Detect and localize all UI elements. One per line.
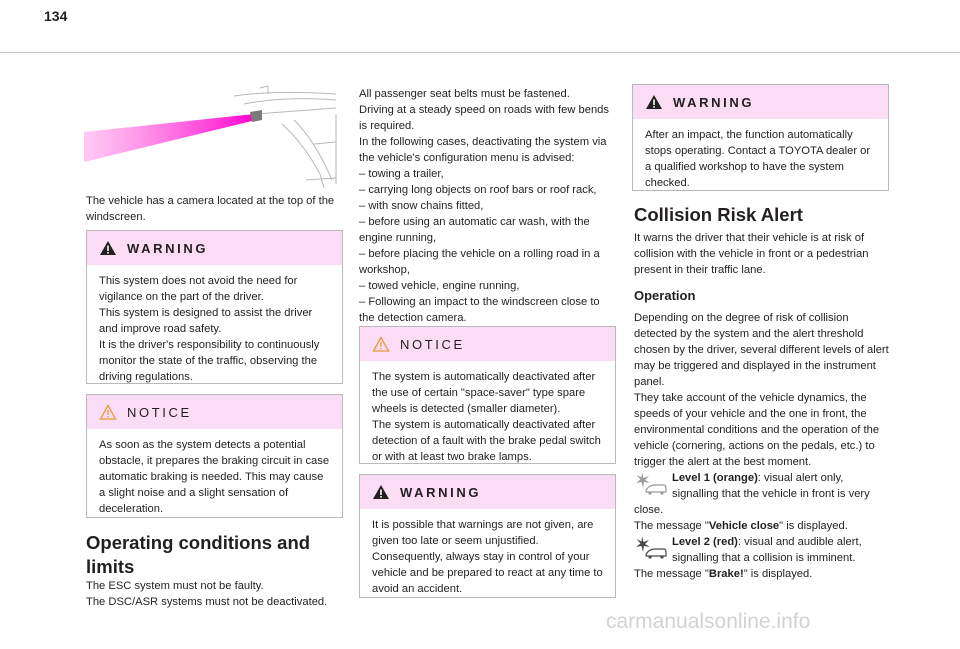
list-item: – towing a trailer, bbox=[359, 168, 444, 180]
column-2-text bbox=[359, 86, 617, 326]
warning-line: This system does not avoid the need for vigilance on the part of the driver. bbox=[99, 275, 298, 303]
camera-caption: The vehicle has a camera located at the top of the windscreen. bbox=[86, 195, 335, 223]
collision-alert-level-1-icon bbox=[634, 470, 668, 496]
notice-box-2 bbox=[359, 326, 616, 464]
camera-beam bbox=[84, 114, 256, 162]
level-2-line bbox=[634, 534, 890, 566]
level-1-message bbox=[634, 518, 890, 534]
notice-body: As soon as the system detects a potential obstacle, it prepares the braking circuit in case automatic braking is needed. This may cause a slight noise and a slight sensation of deceleration. bbox=[99, 439, 330, 515]
level-1-line bbox=[634, 470, 890, 518]
list-item: – with snow chains fitted, bbox=[359, 200, 484, 212]
list-item: – Following an impact to the windscreen close to the detection camera. bbox=[359, 296, 600, 324]
body-line: All passenger seat belts must be fastened. bbox=[359, 88, 570, 100]
warning-header bbox=[87, 231, 342, 265]
collision-alert-level-2-icon bbox=[634, 534, 668, 560]
level-2-title: Level 2 (red) bbox=[672, 536, 738, 548]
warning-box-2 bbox=[359, 474, 616, 598]
notice-header bbox=[87, 395, 342, 429]
warning-line: It is the driver's responsibility to continuously monitor the state of the traffic, observing the driving regulations. bbox=[99, 339, 320, 383]
condition-line: The DSC/ASR systems must not be deactivated. bbox=[86, 596, 328, 608]
notice-triangle-icon bbox=[372, 336, 390, 352]
section-heading-operating-conditions: Operating conditions and limits bbox=[86, 532, 311, 577]
watermark: carmanualsonline.info bbox=[606, 610, 811, 633]
list-item: – before using an automatic car wash, with the engine running, bbox=[359, 216, 590, 244]
notice-line: The system is automatically deactivated after the use of certain "space-saver" type spare wheels is detected (smaller diameter). bbox=[372, 371, 596, 415]
warning-box-1 bbox=[86, 230, 343, 384]
warning-triangle-icon bbox=[372, 484, 390, 500]
camera-illustration bbox=[84, 84, 340, 192]
operation-heading: Operation bbox=[634, 288, 696, 303]
warning-label: WARNING bbox=[127, 240, 209, 256]
warning-body bbox=[87, 265, 342, 393]
body-line: Driving at a steady speed on roads with few bends is required. bbox=[359, 104, 609, 132]
warning-triangle-icon bbox=[645, 94, 663, 110]
notice-line: The system is automatically deactivated after detection of a fault with the brake pedal switch or with at least two brake lamps. bbox=[372, 419, 601, 463]
message-prefix: The message " bbox=[634, 520, 709, 532]
list-item: – before placing the vehicle on a rolling road in a workshop, bbox=[359, 248, 600, 276]
notice-box-1 bbox=[86, 394, 343, 518]
warning-header bbox=[633, 85, 888, 119]
notice-triangle-icon bbox=[99, 404, 117, 420]
level-1-text: : visual alert only, signalling that the vehicle in front is very close. bbox=[634, 472, 870, 516]
message-brake: Brake! bbox=[708, 568, 744, 580]
body-line: In the following cases, deactivating the system via the vehicle's configuration menu is advised: bbox=[359, 136, 607, 164]
page-number: 134 bbox=[44, 8, 68, 24]
operation-line: Depending on the degree of risk of collision detected by the system and the alert threshold chosen by the driver, several different levels of alert may be triggered and displayed in the instrument panel. bbox=[634, 312, 889, 388]
message-vehicle-close: Vehicle close bbox=[708, 520, 780, 532]
operation-text bbox=[634, 310, 890, 582]
warning-label: WARNING bbox=[400, 484, 482, 500]
message-suffix: " is displayed. bbox=[779, 520, 848, 532]
list-item: – towed vehicle, engine running, bbox=[359, 280, 520, 292]
level-2-message bbox=[634, 566, 890, 582]
notice-header bbox=[360, 327, 615, 361]
level-2-text: : visual and audible alert, signalling that a collision is imminent. bbox=[672, 536, 862, 564]
message-prefix: The message " bbox=[634, 568, 709, 580]
notice-body bbox=[360, 361, 615, 473]
camera-icon bbox=[250, 110, 262, 122]
section-heading-collision-risk-alert: Collision Risk Alert bbox=[634, 204, 803, 225]
warning-body: After an impact, the function automatically stops operating. Contact a TOYOTA dealer or a qualified workshop to have the system checked. bbox=[645, 129, 871, 189]
notice-label: NOTICE bbox=[400, 336, 465, 352]
list-item: – carrying long objects on roof bars or roof rack, bbox=[359, 184, 597, 196]
operation-line: They take account of the vehicle dynamics, the speeds of your vehicle and the one in front, the environmental conditions and the operation of the vehicle (cornering, actions on the pedals, etc.) to trigger the alert at the best moment. bbox=[634, 392, 880, 468]
warning-triangle-icon bbox=[99, 240, 117, 256]
header-rule bbox=[0, 52, 960, 53]
notice-label: NOTICE bbox=[127, 404, 192, 420]
warning-label: WARNING bbox=[673, 94, 755, 110]
condition-line: The ESC system must not be faulty. bbox=[86, 580, 264, 592]
warning-box-3 bbox=[632, 84, 889, 191]
warning-header bbox=[360, 475, 615, 509]
level-1-title: Level 1 (orange) bbox=[672, 472, 758, 484]
collision-intro: It warns the driver that their vehicle is at risk of collision with the vehicle in front or a pedestrian present in their traffic lane. bbox=[634, 232, 869, 276]
message-suffix: " is displayed. bbox=[743, 568, 813, 580]
warning-body: It is possible that warnings are not given, are given too late or seem unjustified. Consequently, always stay in control of your vehicle and be prepared to react at any time to avoid an accident. bbox=[372, 519, 603, 595]
conditions-text bbox=[86, 578, 348, 610]
warning-line: This system is designed to assist the driver and improve road safety. bbox=[99, 307, 313, 335]
